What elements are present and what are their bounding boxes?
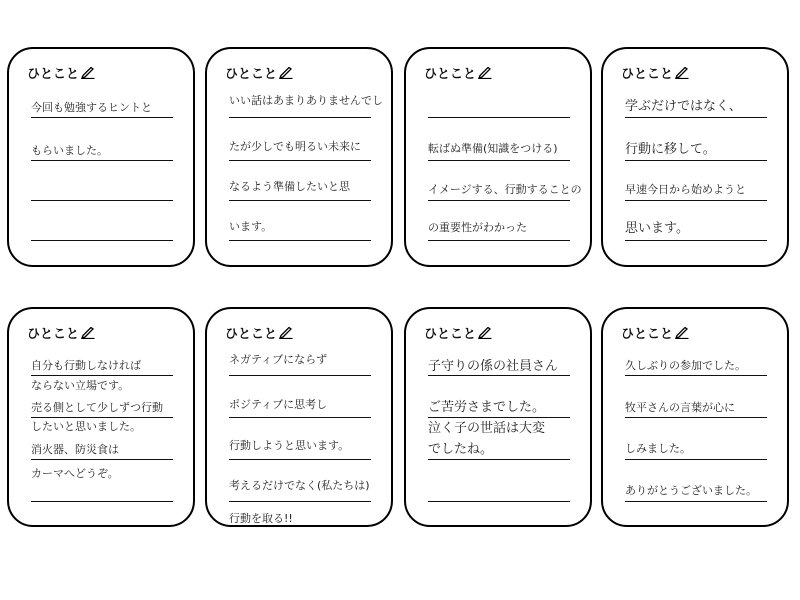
card-text-line: もらいました。 xyxy=(31,144,108,157)
card-header xyxy=(621,323,689,342)
card-text-line: ポジティブに思考し xyxy=(229,398,328,411)
card-text-line: の重要性がわかった xyxy=(428,221,527,234)
card-header-label: ひとこと xyxy=(621,327,674,342)
ruled-line xyxy=(229,200,371,201)
card-text-line: いい話はあまりありませんでし xyxy=(229,94,383,107)
card-text-line: 売る側として少しずつ行動 xyxy=(31,401,163,414)
card-text-line: 久しぶりの参加でした。 xyxy=(625,359,746,372)
ruled-line xyxy=(229,160,371,161)
card-text-line: 牧平さんの言葉が心に xyxy=(625,401,735,414)
ruled-line xyxy=(31,501,173,502)
feedback-card-4 xyxy=(601,47,789,267)
ruled-line xyxy=(229,501,371,502)
ruled-line xyxy=(625,375,767,376)
card-header-label: ひとこと xyxy=(225,327,278,342)
ruled-line xyxy=(428,240,570,241)
pen-icon xyxy=(279,327,293,339)
card-header-label: ひとこと xyxy=(424,327,477,342)
ruled-line xyxy=(625,160,767,161)
ruled-line xyxy=(625,200,767,201)
feedback-card-7 xyxy=(404,307,592,527)
feedback-card-1 xyxy=(7,47,195,267)
ruled-line xyxy=(31,459,173,460)
ruled-line xyxy=(625,417,767,418)
card-text-line: イメージする、行動することの xyxy=(428,183,582,196)
card-header xyxy=(27,63,95,82)
card-text-line: 行動に移して。 xyxy=(625,142,716,157)
pen-icon xyxy=(279,67,293,79)
pen-icon xyxy=(81,327,95,339)
ruled-line xyxy=(31,200,173,201)
ruled-line xyxy=(229,240,371,241)
card-text-line: 消火器、防災食は xyxy=(31,443,119,456)
pen-icon xyxy=(81,67,95,79)
ruled-line xyxy=(428,375,570,376)
ruled-line xyxy=(229,459,371,460)
ruled-line xyxy=(31,160,173,161)
card-text-line: たが少しでも明るい未来に xyxy=(229,140,361,153)
ruled-line xyxy=(625,117,767,118)
card-text-line: カーマへどうぞ。 xyxy=(31,467,119,480)
pen-icon xyxy=(478,67,492,79)
card-header-label: ひとこと xyxy=(424,67,477,82)
card-header-label: ひとこと xyxy=(621,67,674,82)
pen-icon xyxy=(675,327,689,339)
card-header xyxy=(621,63,689,82)
ruled-line xyxy=(31,417,173,418)
pen-icon xyxy=(675,67,689,79)
card-text-line: 思います。 xyxy=(625,221,689,236)
ruled-line xyxy=(428,117,570,118)
card-header xyxy=(225,63,293,82)
card-text-line: なるよう準備したいと思 xyxy=(229,180,350,193)
card-text-line: 子守りの係の社員さん xyxy=(428,359,559,374)
card-header-label: ひとこと xyxy=(27,67,80,82)
ruled-line xyxy=(428,417,570,418)
ruled-line xyxy=(31,240,173,241)
card-text-line: います。 xyxy=(229,220,273,233)
ruled-line xyxy=(428,459,570,460)
card-text-line: したいと思いました。 xyxy=(31,420,141,433)
card-header xyxy=(225,323,293,342)
ruled-line xyxy=(428,200,570,201)
feedback-card-6 xyxy=(205,307,393,527)
card-text-line: 学ぶだけではなく、 xyxy=(625,99,742,114)
card-text-line: でしたね。 xyxy=(428,442,494,457)
ruled-line xyxy=(229,417,371,418)
card-text-line: 行動しようと思います。 xyxy=(229,439,350,452)
pen-icon xyxy=(478,327,492,339)
ruled-line xyxy=(625,240,767,241)
card-text-line: 転ばぬ準備(知識をつける) xyxy=(428,142,558,155)
card-header xyxy=(424,323,492,342)
card-text-line: ならない立場です。 xyxy=(31,379,130,392)
ruled-line xyxy=(428,501,570,502)
card-text-line: 今回も勉強するヒントと xyxy=(31,101,152,114)
feedback-card-3 xyxy=(404,47,592,267)
ruled-line xyxy=(229,117,371,118)
card-text-line: ご苦労さまでした。 xyxy=(428,400,546,415)
card-text-line: しみました。 xyxy=(625,442,691,455)
card-text-line: ネガティブにならず xyxy=(229,353,328,366)
card-text-line: 行動を取る!! xyxy=(229,512,293,525)
ruled-line xyxy=(31,375,173,376)
ruled-line xyxy=(625,459,767,460)
card-text-line: 自分も行動しなければ xyxy=(31,359,141,372)
feedback-card-8 xyxy=(601,307,789,527)
card-text-line: ありがとうございました。 xyxy=(625,484,757,497)
ruled-line xyxy=(229,375,371,376)
feedback-card-5 xyxy=(7,307,195,527)
card-header xyxy=(424,63,492,82)
card-header-label: ひとこと xyxy=(225,67,278,82)
feedback-card-2 xyxy=(205,47,393,267)
card-header xyxy=(27,323,95,342)
ruled-line xyxy=(625,501,767,502)
card-header-label: ひとこと xyxy=(27,327,80,342)
ruled-line xyxy=(31,117,173,118)
ruled-line xyxy=(428,160,570,161)
card-text-line: 早速今日から始めようと xyxy=(625,183,746,196)
card-text-line: 考えるだけでなく(私たちは) xyxy=(229,479,370,492)
card-text-line: 泣く子の世話は大変 xyxy=(428,421,546,436)
